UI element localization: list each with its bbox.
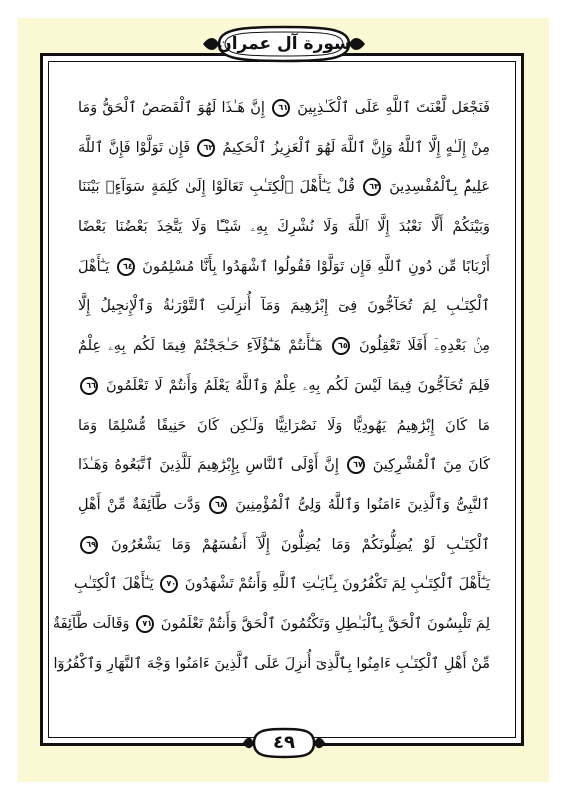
text-line: ٱلنَّبِىُّ وَٱلَّذِينَ ءَامَنُوا وَٱللَّهُ وَلِىُّ ٱلْمُؤْمِنِينَ ٦٨ وَدَّت طَّآئِفَةٌ مِّنْ أَهْلِ [78, 496, 490, 513]
ayah-number-marker: ٦٣ [363, 178, 381, 196]
mushaf-page [18, 18, 549, 782]
text-line: فَنَجْعَل لَّعْنَتَ ٱللَّهِ عَلَى ٱلْكَـٰذِبِينَ ٦١ إِنَّ هَـٰذَا لَهُوَ ٱلْقَصَصُ ٱلْحَقُّ وَمَا [78, 100, 490, 116]
text-line: ٱلْكِتَـٰبِ لَوْ يُضِلُّونَكُمْ وَمَا يُضِلُّونَ إِلَّآ أَنفُسَهُمْ وَمَا يَشْعُرُونَ ٦٩ [78, 526, 490, 566]
ayah-number-marker: ٧٠ [160, 575, 178, 593]
text-line: كَانَ مِنَ ٱلْمُشْرِكِينَ ٦٧ إِنَّ أَوْلَى ٱلنَّاسِ بِإِبْرَٰهِيمَ لَلَّذِينَ ٱتَّبَعُوهُ وَهَـٰذَا [78, 457, 490, 474]
text-line: فَلِمَ تُحَآجُّونَ فِيمَا لَيْسَ لَكُم بِهِۦ عِلْمٌ وَٱللَّهُ يَعْلَمُ وَأَنتُمْ لَا تَعْلَمُونَ ٦٦ [78, 367, 490, 407]
ayah-number-marker: ٦٤ [117, 258, 135, 276]
surah-header [201, 21, 367, 67]
text-line: مِنۢ بَعْدِهِۦٓ أَفَلَا تَعْقِلُونَ ٦٥ هَـٰٓأَنتُمْ هَـٰٓؤُلَآءِ حَـٰجَجْتُمْ فِيمَا لَكُم بِهِۦ عِلْمٌ [78, 338, 490, 355]
ayah-number-marker: ٦٨ [209, 496, 227, 514]
surah-name: سورة آل عمران [217, 34, 351, 54]
text-line: وَبَيْنَكُمْ أَلَّا نَعْبُدَ إِلَّا ٱللَّهَ وَلَا نُشْرِكَ بِهِۦ شَيْـًٔا وَلَا يَتَّخِذَ بَعْضُنَا بَعْضًا [78, 219, 490, 236]
page-number: ٤٩ [273, 732, 295, 753]
text-line: مَا كَانَ إِبْرَٰهِيمُ يَهُودِيًّا وَلَا نَصْرَانِيًّا وَلَـٰكِن كَانَ حَنِيفًا مُّسْلِمًا وَمَا [78, 417, 490, 434]
page-number-cartouche [242, 724, 326, 762]
text-line: مِّنْ أَهْلِ ٱلْكِتَـٰبِ ءَامِنُوا بِٱلَّذِىٓ أُنزِلَ عَلَى ٱلَّذِينَ ءَامَنُوا وَجْهَ ٱلنَّهَارِ وَٱكْفُرُوٓا [53, 655, 490, 672]
text-line: ٱلْكِتَـٰبِ لِمَ تُحَآجُّونَ فِىٓ إِبْرَٰهِيمَ وَمَآ أُنزِلَتِ ٱلتَّوْرَىٰةُ وَٱلْإِنجِيلُ إِلَّا [78, 298, 490, 315]
ayah-number-marker: ٦١ [272, 99, 290, 117]
text-line: عَلِيمٌۢ بِٱلْمُفْسِدِينَ ٦٣ قُلْ يَـٰٓأَهْلَ ٱلْكِتَـٰبِ تَعَالَوْا إِلَىٰ كَلِمَةٍ سَوَآءٍۭ بَيْنَنَا [78, 179, 490, 196]
text-line: يَـٰٓأَهْلَ ٱلْكِتَـٰبِ لِمَ تَكْفُرُونَ بِـَٔايَـٰتِ ٱللَّهِ وَأَنتُمْ تَشْهَدُونَ ٧٠ يَـٰٓأَهْلَ ٱلْكِتَـٰبِ [73, 576, 490, 593]
ayah-number-marker: ٧١ [136, 615, 154, 633]
ayah-number-marker: ٦٩ [80, 536, 98, 554]
ayah-number-marker: ٦٢ [197, 139, 215, 157]
text-line: مِنْ إِلَـٰهٍ إِلَّا ٱللَّهُ وَإِنَّ ٱللَّهَ لَهُوَ ٱلْعَزِيزُ ٱلْحَكِيمُ ٦٢ فَإِن تَوَلَّوْا فَإِنَّ ٱللَّهَ [78, 139, 490, 156]
ayah-number-marker: ٦٦ [80, 377, 98, 395]
text-line: أَرْبَابًا مِّن دُونِ ٱللَّهِ فَإِن تَوَلَّوْا فَقُولُوا ٱشْهَدُوا بِأَنَّا مُسْلِمُونَ ٦٤ يَـٰٓأَهْلَ [78, 258, 490, 275]
quran-text-block [52, 89, 490, 725]
ayah-number-marker: ٦٧ [347, 456, 365, 474]
text-line: لِمَ تَلْبِسُونَ ٱلْحَقَّ بِٱلْبَـٰطِلِ وَتَكْتُمُونَ ٱلْحَقَّ وَأَنتُمْ تَعْلَمُونَ ٧١ وَقَالَت طَّآئِفَةٌ [52, 615, 490, 632]
ayah-number-marker: ٦٥ [332, 337, 350, 355]
